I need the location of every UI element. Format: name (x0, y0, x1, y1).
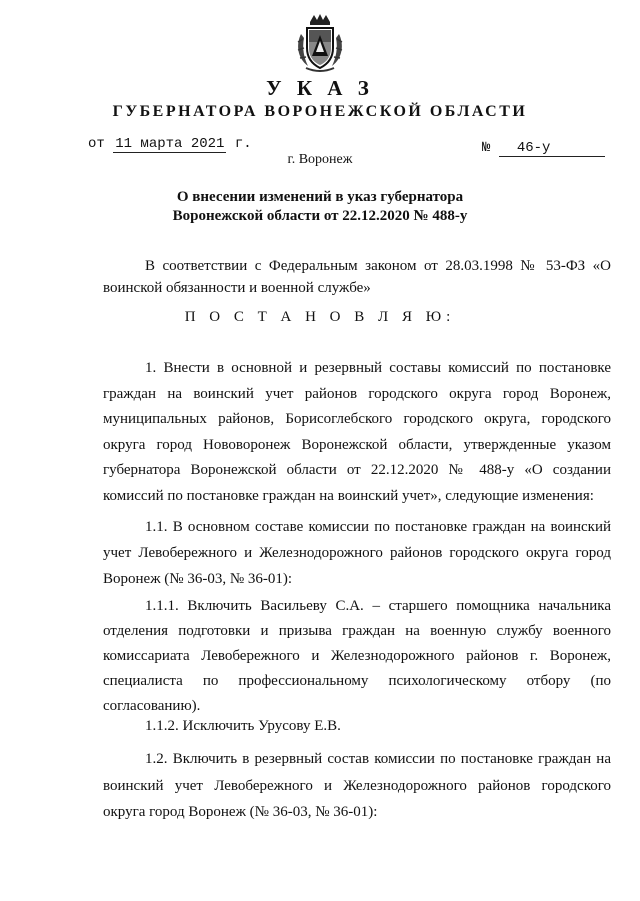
number-value: 46-у (499, 141, 605, 157)
city: г. Воронеж (287, 152, 353, 167)
decree-word: П О С Т А Н О В Л Я Ю: (184, 309, 456, 325)
document-subject (0, 188, 640, 226)
paragraph-1-1-2: 1.1.2. Исключить Урусову Е.В. (145, 718, 341, 734)
subject-line-2: Воронежской области от 22.12.2020 № 488-у (172, 208, 468, 224)
legal-basis-paragraph: В соответствии с Федеральным законом от 28.03.1998 № 53-ФЗ «О воинской обязанности и военной службе» (103, 258, 611, 296)
number-prefix: № (482, 140, 491, 156)
date-field (88, 136, 252, 153)
voronezh-coat-of-arms-icon (292, 12, 348, 74)
paragraph-1-1-1: 1.1.1. Включить Васильеву С.А. – старшего помощника начальника отделения подготовки и призыва граждан на военную службу военного комиссариата Левобережного и Железнодорожного районов г. Воронеж, специалиста по профессиональному психологическому отбору (по согласованию). (103, 598, 611, 714)
paragraph-1-1: 1.1. В основном составе комиссии по постановке граждан на воинский учет Левобережного и Железнодорожного районов городского округа город Воронеж (№ 36-03, № 36-01): (103, 519, 611, 587)
paragraph-1: 1. Внести в основной и резервный составы комиссий по постановке граждан на воинский учет районов городского округа город Воронеж, муниципальных районов, Борисоглебского городского округа, городского округа город Нововоронеж Воронежской области, утвержденные указом губернатора Воронежской области от 22.12.2020 № 488-у «О создании комиссий по постановке граждан на воинский учет», следующие изменения: (103, 360, 611, 504)
date-suffix: г. (234, 136, 252, 152)
paragraph-1-2: 1.2. Включить в резервный состав комиссии по постановке граждан на воинский учет Левобережного и Железнодорожного районов городского округа город Воронеж (№ 36-03, № 36-01): (103, 751, 611, 820)
document-issuer: ГУБЕРНАТОРА ВОРОНЕЖСКОЙ ОБЛАСТИ (112, 103, 528, 120)
date-value: 11 марта 2021 (115, 136, 225, 152)
subject-line-1: О внесении изменений в указ губернатора (176, 189, 464, 205)
date-prefix: от (88, 136, 105, 152)
document-title: У К А З (266, 76, 374, 100)
